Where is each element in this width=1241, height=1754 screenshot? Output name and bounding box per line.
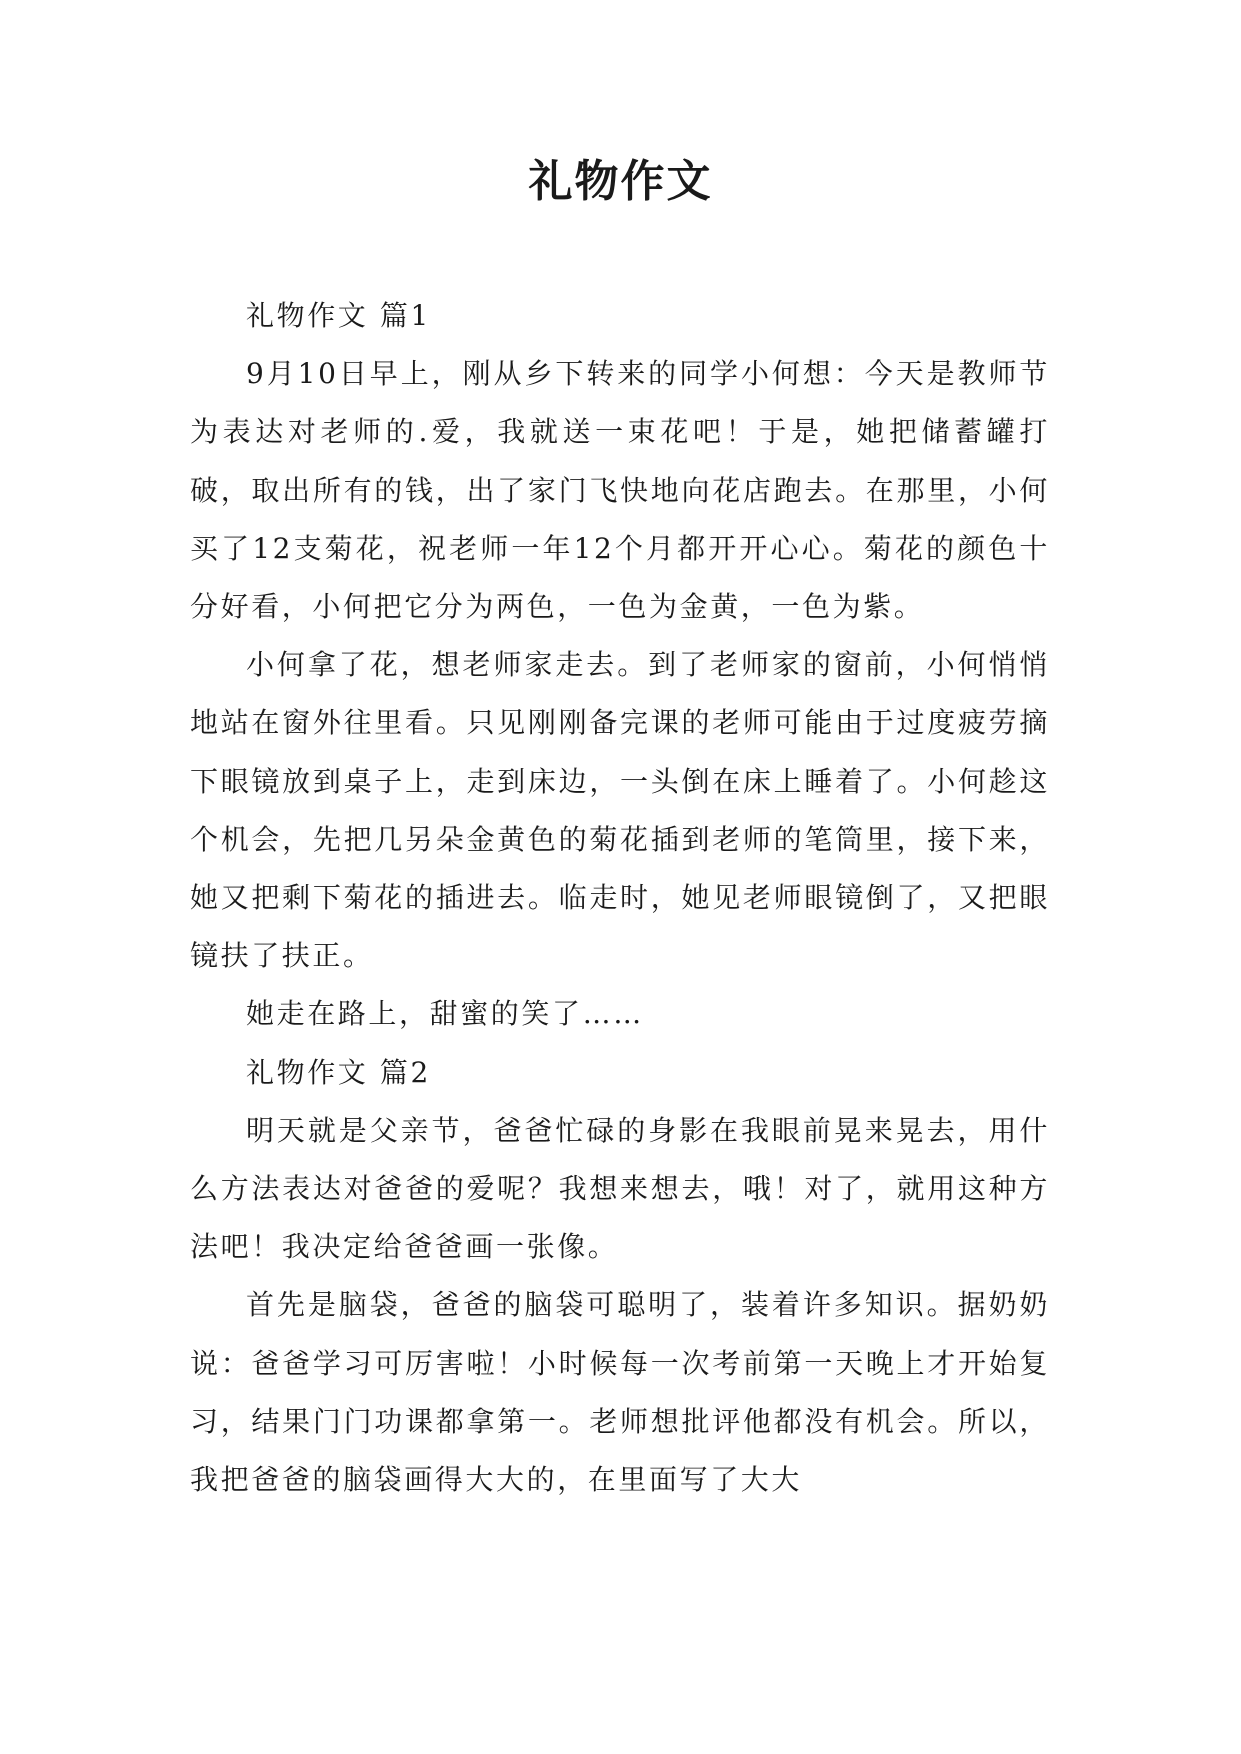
- paragraph: 9月10日早上，刚从乡下转来的同学小何想：今天是教师节为表达对老师的.爱，我就送一束花吧！于是，她把储蓄罐打破，取出所有的钱，出了家门飞快地向花店跑去。在那里，小何买了12支菊花，祝老师一年12个月都开开心心。菊花的颜色十分好看，小何把它分为两色，一色为金黄，一色为紫。: [190, 357, 1050, 624]
- paragraph: 明天就是父亲节，爸爸忙碌的身影在我眼前晃来晃去，用什么方法表达对爸爸的爱呢？我想来想去，哦！对了，就用这种方法吧！我决定给爸爸画一张像。: [190, 1113, 1050, 1264]
- document-body: [190, 287, 1050, 1509]
- paragraph: 她走在路上，甜蜜的笑了……: [246, 997, 644, 1031]
- section-heading-2: 礼物作文 篇2: [246, 1055, 431, 1089]
- paragraph: 小何拿了花，想老师家走去。到了老师家的窗前，小何悄悄地站在窗外往里看。只见刚刚备完课的老师可能由于过度疲劳摘下眼镜放到桌子上，走到床边，一头倒在床上睡着了。小何趁这个机会，先把几另朵金黄色的菊花插到老师的笔筒里，接下来，她又把剩下菊花的插进去。临走时，她见老师眼镜倒了，又把眼镜扶了扶正。: [190, 648, 1050, 973]
- section-heading-1: 礼物作文 篇1: [246, 299, 431, 332]
- paragraph: 首先是脑袋，爸爸的脑袋可聪明了，装着许多知识。据奶奶说：爸爸学习可厉害啦！小时候每一次考前第一天晚上才开始复习，结果门门功课都拿第一。老师想批评他都没有机会。所以，我把爸爸的脑袋画得大大的，在里面写了大大: [190, 1288, 1050, 1497]
- document-title: 礼物作文: [528, 156, 713, 207]
